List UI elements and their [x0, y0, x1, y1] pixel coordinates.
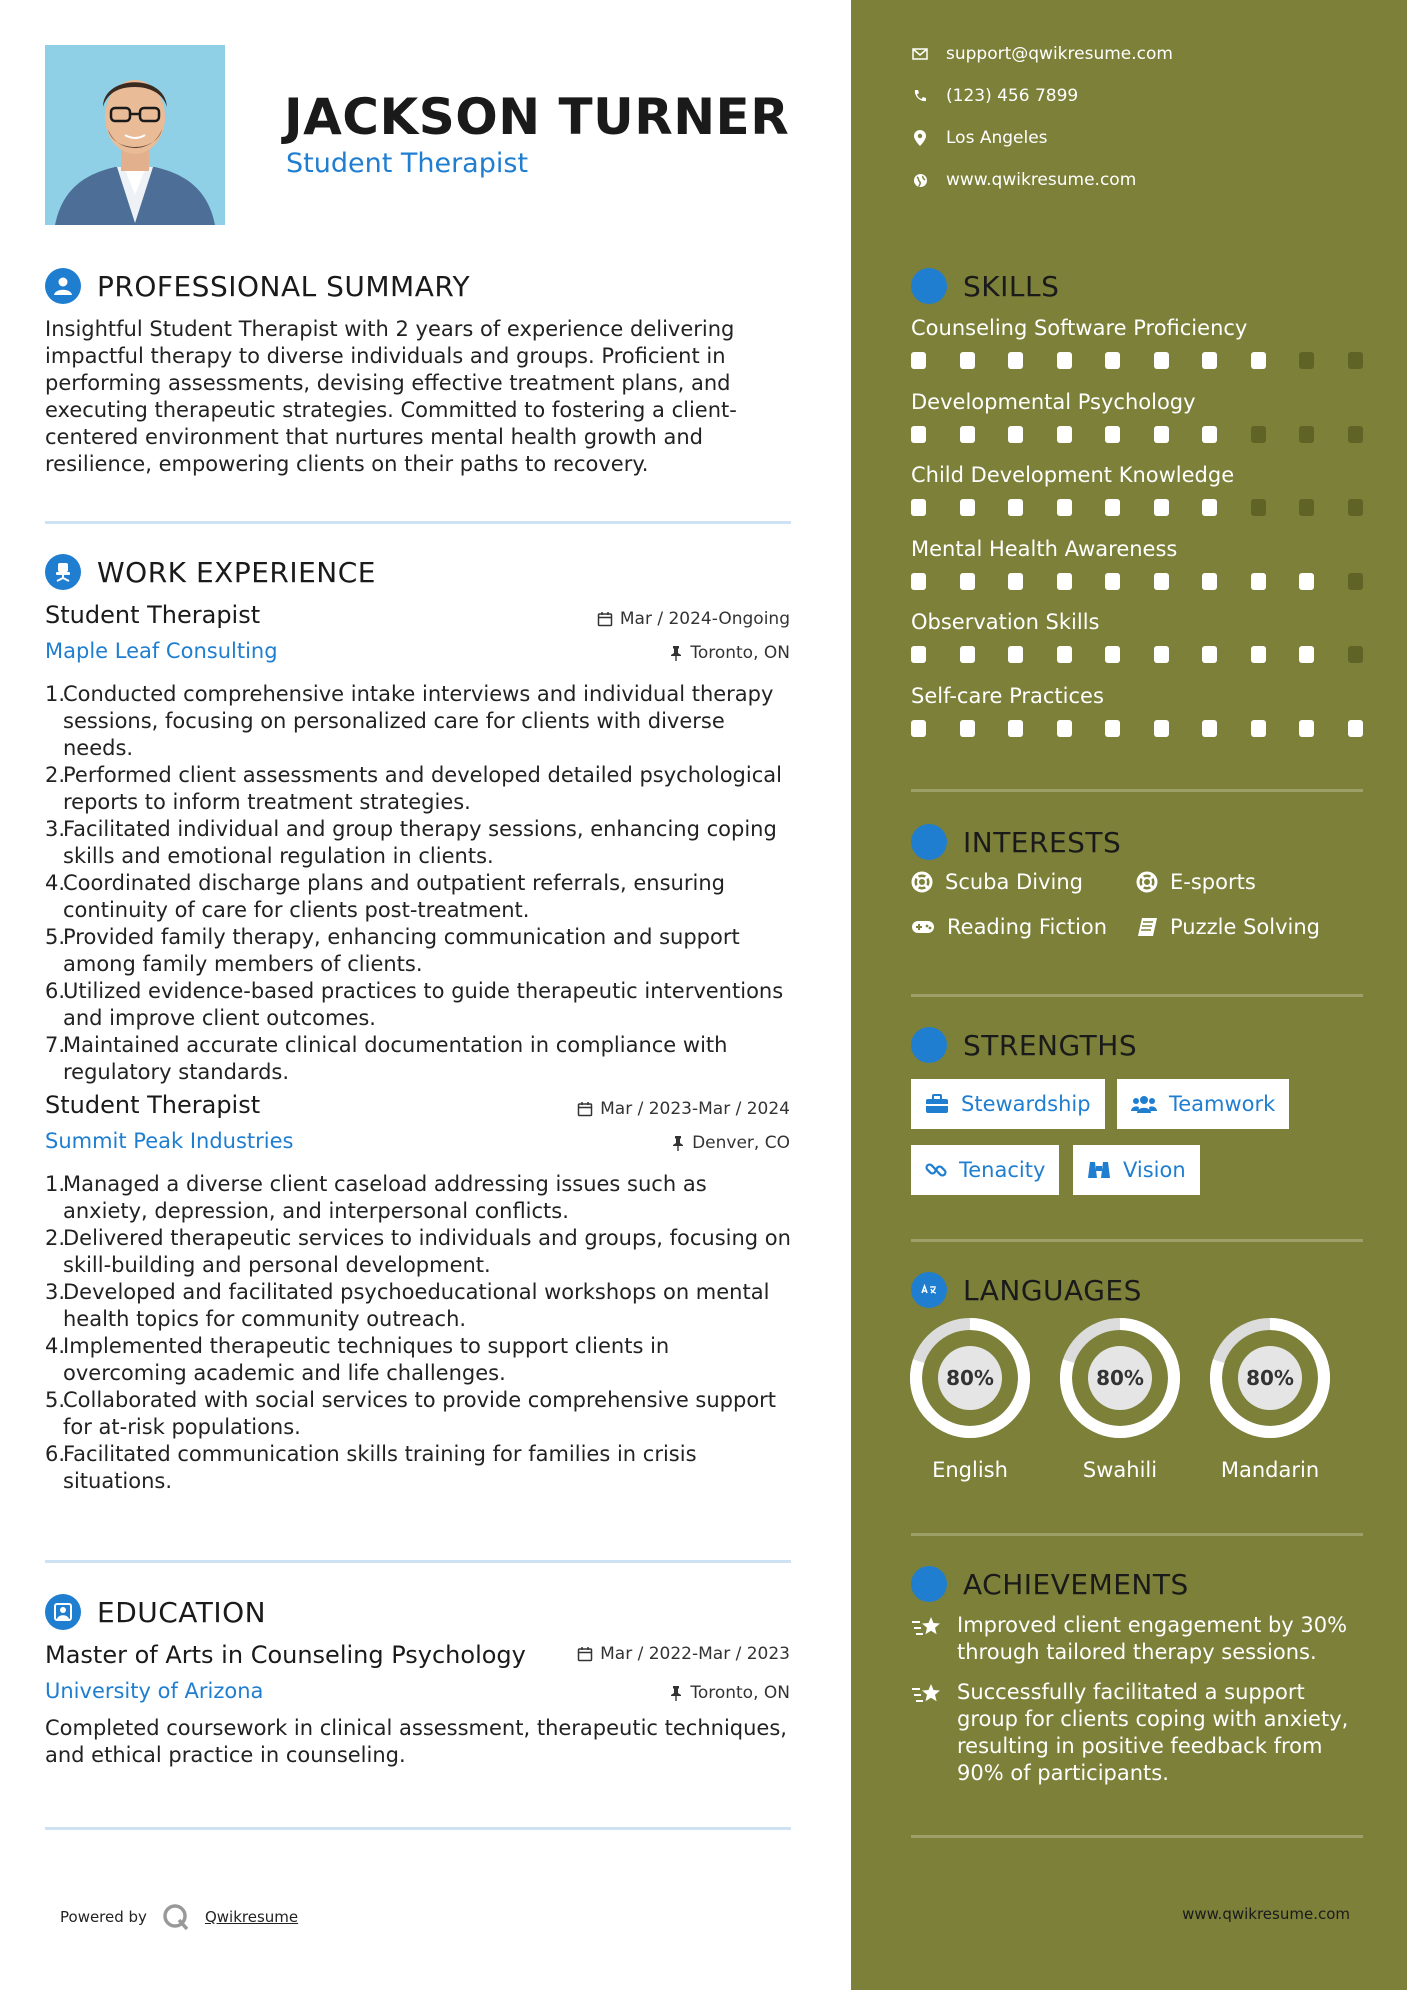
- languages-heading: LANGUAGES: [911, 1272, 1142, 1308]
- list-item: 1. Conducted comprehensive intake interviews and individual therapy sessions, focusing on personalized care for clients with diverse needs.: [45, 682, 774, 760]
- language-progress-ring: [1058, 1316, 1182, 1440]
- map-marker-icon: [911, 129, 929, 147]
- contact-email[interactable]: support@qwikresume.com: [911, 44, 1173, 64]
- pin-icon: [669, 645, 683, 661]
- language-item: [1208, 1316, 1332, 1482]
- contact-phone[interactable]: (123) 456 7899: [911, 86, 1078, 106]
- life-ring-icon: [911, 871, 933, 893]
- rating-dot: [1105, 646, 1120, 663]
- rating-dot: [1057, 720, 1072, 737]
- rating-dot: [1202, 426, 1217, 443]
- rating-dot: [1299, 720, 1314, 737]
- rating-dot: [1105, 426, 1120, 443]
- rating-dot: [1348, 499, 1363, 516]
- section-divider: [45, 1560, 791, 1563]
- education-description: Completed coursework in clinical assessment, therapeutic techniques, and ethical practice in counseling.: [45, 1716, 787, 1767]
- rating-dot: [960, 352, 975, 369]
- rating-dot: [1202, 646, 1217, 663]
- rating-dot: [1202, 573, 1217, 590]
- job-dates: Mar / 2023-Mar / 2024: [577, 1099, 790, 1119]
- job-duties: [45, 1171, 800, 1495]
- users-icon: [1131, 1094, 1157, 1114]
- skill-name: Observation Skills: [911, 610, 1100, 634]
- rating-dot: [1251, 573, 1266, 590]
- skill-rating: [911, 573, 1396, 590]
- language-icon: [911, 1272, 947, 1308]
- education-dates: Mar / 2022-Mar / 2023: [577, 1644, 790, 1664]
- language-name: Swahili: [1082, 1458, 1158, 1482]
- skill-name: Developmental Psychology: [911, 389, 1196, 414]
- pin-icon: [671, 1135, 685, 1151]
- section-divider: [45, 521, 791, 524]
- rating-dot: [1251, 426, 1266, 443]
- contact-location: Los Angeles: [911, 128, 1048, 148]
- rating-dot: [1348, 426, 1363, 443]
- education-school: University of Arizona: [45, 1679, 264, 1703]
- interest-item: E-sports: [1136, 870, 1256, 894]
- achievement-item: Improved client engagement by 30% through tailored therapy sessions.: [911, 1612, 1361, 1666]
- list-item: 2. Performed client assessments and developed detailed psychological reports to inform treatment strategies.: [45, 763, 782, 814]
- job-location: Toronto, ON: [669, 643, 790, 663]
- user-icon: [45, 268, 81, 304]
- rating-dot: [1299, 646, 1314, 663]
- interest-item: Reading Fiction: [911, 915, 1107, 939]
- link-icon: [925, 1159, 947, 1181]
- skill-rating: [911, 426, 1396, 443]
- svg-text:80%: 80%: [1246, 1366, 1294, 1390]
- rating-dot: [911, 646, 926, 663]
- strength-chip: Teamwork: [1117, 1079, 1289, 1129]
- summary-heading: PROFESSIONAL SUMMARY: [45, 268, 470, 304]
- rating-dot: [1008, 573, 1023, 590]
- paper-plane-icon: [911, 824, 947, 860]
- list-item: 1. Managed a diverse client caseload addressing issues such as anxiety, depression, and interpersonal conflicts.: [45, 1172, 707, 1223]
- rating-dot: [1251, 352, 1266, 369]
- skill-name: Child Development Knowledge: [911, 463, 1235, 487]
- shooting-star-icon: [911, 1614, 943, 1640]
- list-item: 4. Coordinated discharge plans and outpatient referrals, ensuring continuity of care for clients post-treatment.: [45, 871, 725, 922]
- rating-dot: [1105, 720, 1120, 737]
- rating-dot: [1348, 352, 1363, 369]
- envelope-icon: [911, 45, 929, 63]
- job-dates: Mar / 2024-Ongoing: [597, 609, 790, 629]
- strength-chip: Stewardship: [911, 1079, 1105, 1129]
- strengths-heading: STRENGTHS: [911, 1027, 1137, 1063]
- rating-dot: [1057, 352, 1072, 369]
- rating-dot: [1348, 720, 1363, 737]
- interest-item: Puzzle Solving: [1136, 915, 1320, 939]
- rating-dot: [1057, 426, 1072, 443]
- interest-item: Scuba Diving: [911, 870, 1083, 894]
- rating-dot: [1008, 646, 1023, 663]
- rating-dot: [960, 720, 975, 737]
- rating-dot: [1105, 573, 1120, 590]
- rating-dot: [960, 573, 975, 590]
- rating-dot: [911, 499, 926, 516]
- section-divider: [911, 994, 1363, 997]
- rating-dot: [1299, 499, 1314, 516]
- lightbulb-icon: [911, 268, 947, 304]
- rating-dot: [1154, 720, 1169, 737]
- rating-dot: [1251, 720, 1266, 737]
- job-duties: [45, 681, 800, 1086]
- skill-name: Counseling Software Proficiency: [911, 316, 1248, 340]
- list-item: 3. Developed and facilitated psychoeducational workshops on mental health topics for community outreach.: [45, 1280, 770, 1331]
- skill-name: Self-care Practices: [911, 683, 1104, 708]
- section-divider: [911, 1533, 1363, 1536]
- rating-dot: [1057, 573, 1072, 590]
- education-heading: EDUCATION: [45, 1594, 266, 1630]
- job-location: Denver, CO: [671, 1133, 790, 1153]
- svg-text:80%: 80%: [1096, 1366, 1144, 1390]
- star-badge-icon: [911, 1566, 947, 1602]
- education-location: Toronto, ON: [669, 1683, 790, 1703]
- achievement-item: Successfully facilitated a support group for clients coping with anxiety, resulting in positive feedback from 90% of participants.: [911, 1679, 1361, 1787]
- gamepad-icon: [911, 919, 935, 935]
- rating-dot: [960, 426, 975, 443]
- rating-dot: [1154, 573, 1169, 590]
- qwikresume-logo-icon: [161, 1902, 191, 1932]
- phone-icon: [911, 87, 929, 105]
- language-item: [1058, 1316, 1182, 1482]
- language-item: [908, 1316, 1032, 1482]
- strength-chip: Vision: [1073, 1145, 1200, 1195]
- rating-dot: [911, 352, 926, 369]
- rating-dot: [1057, 646, 1072, 663]
- rating-dot: [1008, 720, 1023, 737]
- language-name: Mandarin: [1220, 1458, 1320, 1482]
- list-item: 2. Delivered therapeutic services to individuals and groups, focusing on skill-building and personal development.: [45, 1226, 791, 1277]
- skill-name: Mental Health Awareness: [911, 536, 1178, 561]
- contact-website[interactable]: www.qwikresume.com: [911, 170, 1136, 190]
- list-item: 3. Facilitated individual and group therapy sessions, enhancing coping skills and emotional regulation in clients.: [45, 817, 777, 868]
- rating-dot: [1202, 352, 1217, 369]
- rating-dot: [1057, 499, 1072, 516]
- rating-dot: [1299, 426, 1314, 443]
- calendar-icon: [577, 1646, 593, 1662]
- candidate-title: Student Therapist: [286, 148, 529, 179]
- life-ring-icon: [1136, 871, 1158, 893]
- rating-dot: [1008, 499, 1023, 516]
- language-name: English: [932, 1458, 1008, 1482]
- language-progress-ring: [1208, 1316, 1332, 1440]
- rating-dot: [1202, 499, 1217, 516]
- candidate-name: JACKSON TURNER: [284, 88, 790, 146]
- rating-dot: [1348, 646, 1363, 663]
- rating-dot: [1299, 573, 1314, 590]
- calendar-icon: [577, 1101, 593, 1117]
- job-title: Student Therapist: [45, 1091, 261, 1119]
- rating-dot: [1299, 352, 1314, 369]
- interests-heading: INTERESTS: [911, 824, 1121, 860]
- rating-dot: [1202, 720, 1217, 737]
- rating-dot: [911, 426, 926, 443]
- qwikresume-link[interactable]: Qwikresume: [204, 1908, 299, 1926]
- rating-dot: [1154, 499, 1169, 516]
- language-progress-ring: [908, 1316, 1032, 1440]
- binoculars-icon: [1087, 1160, 1111, 1180]
- job-title: Student Therapist: [45, 601, 261, 629]
- rating-dot: [960, 646, 975, 663]
- section-divider: [911, 789, 1363, 792]
- list-item: 5. Collaborated with social services to provide comprehensive support for at-risk populations.: [45, 1388, 777, 1439]
- rating-dot: [1008, 352, 1023, 369]
- briefcase-icon: [925, 1094, 949, 1114]
- skill-rating: [911, 499, 1396, 516]
- office-chair-icon: [45, 554, 81, 590]
- skill-rating: [911, 646, 1396, 663]
- rating-dot: [1251, 646, 1266, 663]
- list-item: 4. Implemented therapeutic techniques to support clients in overcoming academic and life challenges.: [45, 1334, 670, 1385]
- strength-chip: Tenacity: [911, 1145, 1059, 1195]
- skill-rating: [911, 720, 1396, 737]
- rating-dot: [1154, 646, 1169, 663]
- list-item: 5. Provided family therapy, enhancing communication and support among family members of clients.: [45, 925, 740, 976]
- rating-dot: [1251, 499, 1266, 516]
- job-company: Maple Leaf Consulting: [45, 639, 278, 663]
- list-item: 6. Facilitated communication skills training for families in crisis situations.: [45, 1442, 697, 1493]
- book-icon: [1136, 917, 1158, 937]
- rating-dot: [1008, 426, 1023, 443]
- achievements-heading: ACHIEVEMENTS: [911, 1566, 1189, 1602]
- education-degree: Master of Arts in Counseling Psychology: [45, 1641, 526, 1669]
- skill-rating: [911, 352, 1396, 369]
- rating-dot: [960, 499, 975, 516]
- summary-text: Insightful Student Therapist with 2 years of experience delivering impactful therapy to diverse individuals and groups. Proficient in performing assessments, devising effective treatment plans, and executing therapeutic strategies. Committed to fostering a client- centered environment that nurtures mental health growth and resilience, empowering clients on their paths to recovery.: [45, 317, 737, 476]
- svg-text:80%: 80%: [946, 1366, 994, 1390]
- rating-dot: [1105, 352, 1120, 369]
- rating-dot: [911, 720, 926, 737]
- section-divider: [45, 1827, 791, 1830]
- rating-dot: [1348, 573, 1363, 590]
- calendar-icon: [597, 611, 613, 627]
- section-divider: [911, 1239, 1363, 1242]
- graduate-icon: [45, 1594, 81, 1630]
- list-item: 6. Utilized evidence-based practices to guide therapeutic interventions and improve client outcomes.: [45, 979, 784, 1030]
- profile-photo: [45, 45, 225, 225]
- skills-heading: SKILLS: [911, 268, 1059, 304]
- globe-icon: [911, 171, 929, 189]
- rating-dot: [1154, 426, 1169, 443]
- rating-dot: [1154, 352, 1169, 369]
- section-divider: [911, 1835, 1363, 1838]
- footer-website[interactable]: www.qwikresume.com: [1182, 1905, 1350, 1923]
- shooting-star-icon: [911, 1681, 943, 1707]
- rating-dot: [1105, 499, 1120, 516]
- pin-icon: [669, 1685, 683, 1701]
- experience-heading: WORK EXPERIENCE: [45, 554, 376, 590]
- list-item: 7. Maintained accurate clinical documentation in compliance with regulatory standards.: [45, 1033, 728, 1084]
- rating-dot: [911, 573, 926, 590]
- fist-icon: [911, 1027, 947, 1063]
- job-company: Summit Peak Industries: [45, 1129, 294, 1153]
- footer-powered-by: Powered by Qwikresume: [60, 1902, 298, 1932]
